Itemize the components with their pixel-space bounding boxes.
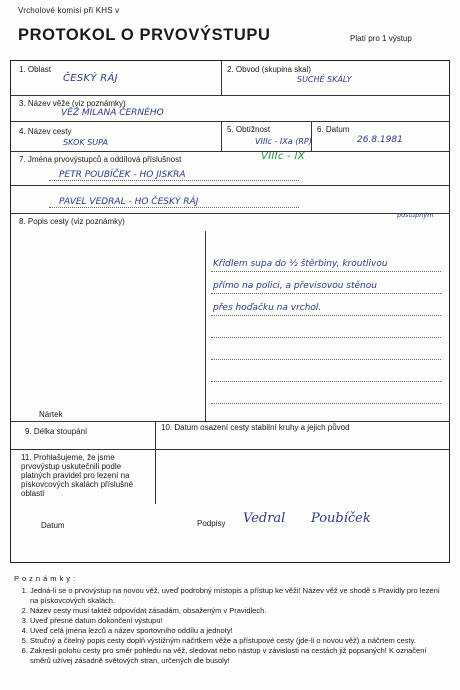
row-divider <box>11 213 449 214</box>
col-divider <box>155 421 156 504</box>
obvod-label: 2. Obvod (skupina skal) <box>227 65 312 74</box>
col-divider <box>221 121 222 151</box>
popis-line-1[interactable]: Křidlem supa do ½ štěrbiny, kroutlivou <box>213 259 388 269</box>
dotted-line <box>49 180 299 181</box>
jmena-label: 7. Jména prvovýstupců a oddílová příslušnost <box>19 155 182 164</box>
protocol-form <box>10 60 450 563</box>
dotted-line <box>211 315 441 316</box>
datum-label: 6. Datum <box>317 125 350 134</box>
dotted-line <box>211 337 441 338</box>
notes-title: Poznámky: <box>14 574 79 583</box>
dotted-line <box>211 403 441 404</box>
nazev-cesty-label: 4. Název cesty <box>19 127 72 136</box>
note-item: 3. Uveď přesné datum dokončení výstupu! <box>30 616 444 626</box>
row-divider <box>11 121 449 122</box>
dotted-line <box>211 359 441 360</box>
popis-superscript: postupným <box>397 211 434 219</box>
note-item: 5. Stručný a čitelný popis cesty doplň výstižným náčrtkem věže a přístupové cesty (jde-li o novou věž) a náčrtem cesty. <box>30 636 444 646</box>
row-divider <box>11 95 449 96</box>
col-divider <box>311 121 312 151</box>
validity-note: Platí pro 1 výstup <box>350 34 412 43</box>
signature-2: Poubíček <box>311 511 371 526</box>
obtiznost-label: 5. Obtížnost <box>227 125 271 134</box>
row-divider <box>11 449 449 450</box>
page-title: PROTOKOL O PRVOVÝSTUPU <box>18 26 271 44</box>
obvod-value[interactable]: SUCHÉ SKÁLY <box>297 75 352 84</box>
obtiznost-value[interactable]: VIIIc - IXa (RP) <box>255 137 312 146</box>
row-divider <box>11 151 449 152</box>
datum-podpis-label: Datum <box>41 521 65 530</box>
popis-label: 8. Popis cesty (viz poznámky) <box>19 217 125 226</box>
prohlaseni-label: 11. Prohlašujeme, že jsme prvovýstup uskutečnili podle platných pravidel pro lezení na pískovcových skalách příslušné oblasti <box>21 453 134 498</box>
note-item: 6. Zakresli polohu cesty pro směr pohledu na věž, sledovat nebo nástup v závislosti na cestách již popsaných! K označení směrů užívej zásadně světových stran, určených dle busoly! <box>30 646 444 666</box>
notes-section <box>14 574 444 666</box>
jmena-line-1[interactable]: PETR POUBÍČEK - HO JISKRA <box>59 170 186 180</box>
dotted-line <box>211 271 441 272</box>
jmena-line-2[interactable]: PAVEL VEDRAL - HO ČESKÝ RÁJ <box>59 197 199 207</box>
dotted-line <box>211 381 441 382</box>
delka-label: 9. Délka stoupání <box>25 427 88 436</box>
nazev-veze-label: 3. Název věže (viz poznámky) <box>19 99 126 108</box>
oblast-value[interactable]: ČESKÝ RÁJ <box>63 73 118 84</box>
popis-line-2[interactable]: přímo na polici, a převisovou stěnou <box>213 281 377 291</box>
nazev-cesty-value[interactable]: SKOK SUPA <box>63 138 109 147</box>
col-divider <box>205 231 206 421</box>
podpisy-label: Podpisy <box>197 519 226 528</box>
nazev-veze-value[interactable]: VĚŽ MILANA ČERNÉHO <box>61 108 164 118</box>
commission-header: Vrcholové komisi při KHS v <box>18 6 120 15</box>
row-divider <box>11 185 449 186</box>
row-divider <box>11 421 449 422</box>
nacrtek-label: Nártek <box>39 410 63 419</box>
note-item: 2. Název cesty musí taktéž odpovídat zásadám, obsaženým v Pravidlech. <box>30 606 444 616</box>
datum-value[interactable]: 26.8.1981 <box>357 135 403 145</box>
col-divider <box>221 61 222 95</box>
dotted-line <box>49 207 299 208</box>
dotted-line <box>211 293 441 294</box>
note-item: 4. Uveď celá jména lezců a název sportovního oddílu a jednoty! <box>30 626 444 636</box>
oblast-label: 1. Oblast <box>19 65 52 74</box>
popis-line-3[interactable]: přes hoďačku na vrchol. <box>213 303 322 313</box>
signature-1: Vedral <box>243 511 286 526</box>
note-item: 1. Jedná-li se o prvovýstup na novou věž, uveď podrobný místopis a přístup ke věži! Název věž ve shodě s Pravidly pro lezení na pískovcových skalách. <box>30 586 444 606</box>
datum-osazeni-label: 10. Datum osazení cesty stabilní kruhy a jejich původ <box>161 423 350 432</box>
obtiznost-note[interactable]: VIIIc - IX <box>261 151 305 162</box>
